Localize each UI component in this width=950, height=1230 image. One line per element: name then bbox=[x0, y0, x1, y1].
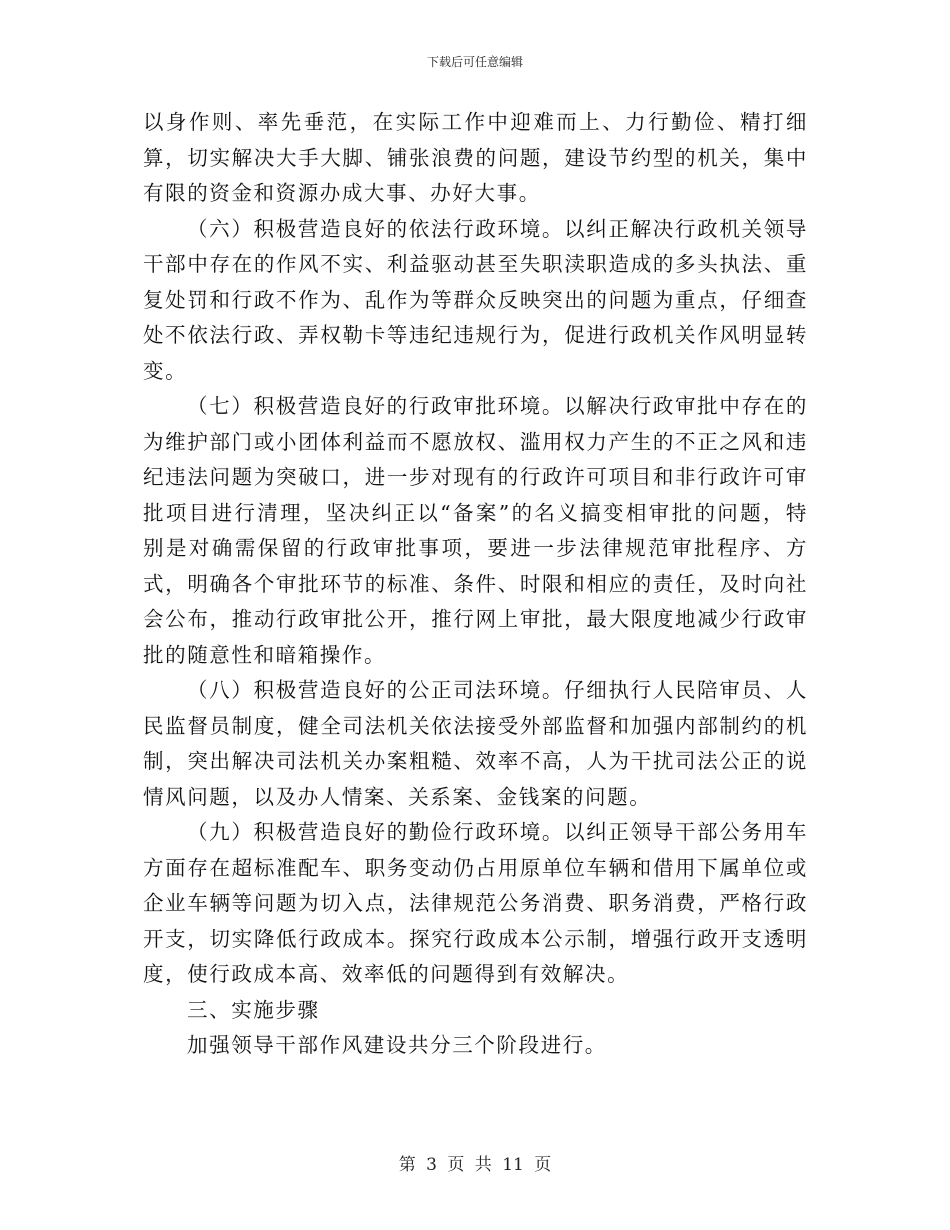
paragraph-item-6: （六）积极营造良好的依法行政环境。以纠正解决行政机关领导干部中存在的作风不实、利益驱动甚至失职渎职造成的多头执法、重复处罚和行政不作为、乱作为等群众反映突出的问题为重点，仔细查处不依法行政、弄权勒卡等违纪违规行为，促进行政机关作风明显转变。 bbox=[143, 216, 808, 383]
page-header: 下载后可任意编辑 bbox=[426, 55, 523, 69]
paragraph-continuation: 以身作则、率先垂范，在实际工作中迎难而上、力行勤俭、精打细算，切实解决大手大脚、铺张浪费的问题，建设节约型的机关，集中有限的资金和资源办成大事、办好大事。 bbox=[143, 110, 808, 205]
paragraph-stages: 加强领导干部作风建设共分三个阶段进行。 bbox=[187, 1033, 607, 1057]
section-heading: 三、实施步骤 bbox=[187, 997, 320, 1022]
page-footer: 第 3 页 共 11 页 bbox=[398, 1155, 552, 1175]
paragraph-item-8: （八）积极营造良好的公正司法环境。仔细执行人民陪审员、人民监督员制度，健全司法机关依法接受外部监督和加强内部制约的机制，突出解决司法机关办案粗糙、效率不高，人为干扰司法公正的说情风问题，以及办人情案、关系案、金钱案的问题。 bbox=[143, 678, 808, 809]
document-body bbox=[143, 105, 808, 1064]
paragraph-item-9: （九）积极营造良好的勤俭行政环境。以纠正领导干部公务用车方面存在超标准配车、职务变动仍占用原单位车辆和借用下属单位或企业车辆等问题为切入点，法律规范公务消费、职务消费，严格行政开支，切实降低行政成本。探究行政成本公示制，增强行政开支透明度，使行政成本高、效率低的问题得到有效解决。 bbox=[143, 820, 808, 986]
paragraph-item-7: （七）积极营造良好的行政审批环境。以解决行政审批中存在的为维护部门或小团体利益而不愿放权、滥用权力产生的不正之风和违纪违法问题为突破口，进一步对现有的行政许可项目和非行政许可审批项目进行清理，坚决纠正以“备案”的名义搞变相审批的问题，特别是对确需保留的行政审批事项，要进一步法律规范审批程序、方式，明确各个审批环节的标准、条件、时限和相应的责任，及时向社会公布，推动行政审批公开，推行网上审批，最大限度地减少行政审批的随意性和暗箱操作。 bbox=[143, 394, 808, 667]
